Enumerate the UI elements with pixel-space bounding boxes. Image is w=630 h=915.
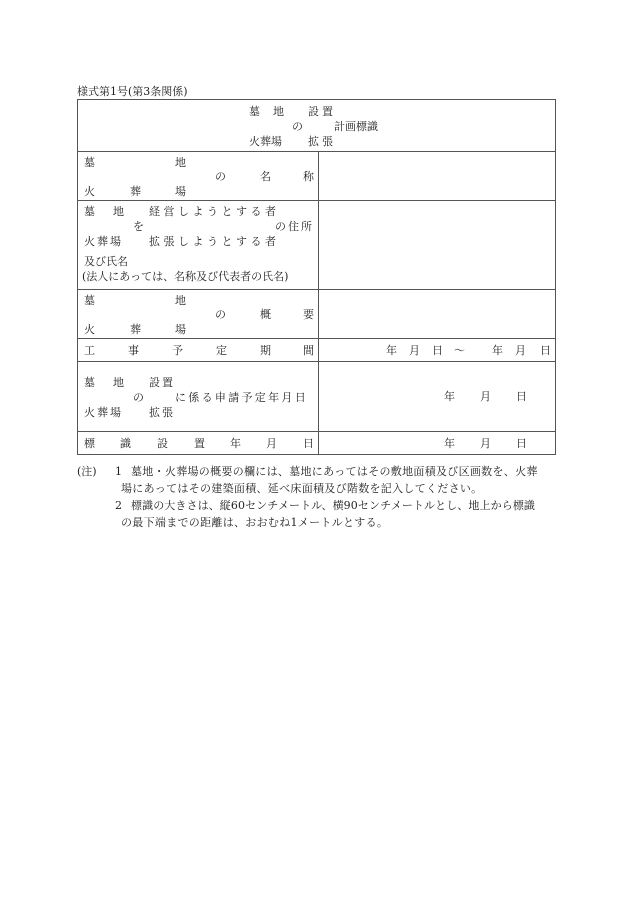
label-char: 月 [266, 437, 277, 450]
label-char: 事 [128, 344, 139, 357]
operator-address-name-field[interactable] [319, 201, 555, 289]
label-text: 拡張しようとする者 [149, 235, 280, 248]
facility-overview-field[interactable] [319, 290, 555, 338]
label-char: 予 [172, 344, 183, 357]
date-unit: 日 [540, 344, 551, 357]
label-text: 火葬場 [84, 235, 123, 248]
date-unit: 月 [480, 390, 491, 403]
label-char: 置 [194, 437, 205, 450]
note-text: 墓地・火葬場の概要の欄には、墓地にあってはその敷地面積及び区画数を、火葬 [131, 465, 538, 478]
label-char: 定 [216, 344, 227, 357]
application-date-label-cell [78, 362, 319, 431]
date-unit: 月 [480, 437, 491, 450]
note-text: 場にあってはその建築面積、延べ床面積及び階数を記入してください。 [121, 482, 483, 495]
label-char: 期 [260, 344, 271, 357]
title-char: 設 [308, 105, 319, 118]
label-char: 墓 [84, 294, 95, 307]
notes-section [77, 463, 567, 531]
date-unit: 年 [444, 437, 455, 450]
date-unit: 年 [386, 344, 397, 357]
label-char: 葬 [130, 185, 141, 198]
construction-period-field[interactable] [319, 339, 555, 361]
label-char: 工 [84, 344, 95, 357]
label-char: 概 [260, 308, 271, 321]
note-number: 2 [115, 499, 122, 512]
facility-name-field[interactable] [319, 152, 555, 200]
label-text: (法人にあっては、名称及び代表者の氏名) [82, 270, 289, 283]
label-char: を [133, 220, 144, 233]
label-char: 場 [175, 185, 186, 198]
label-char: の [215, 170, 226, 183]
sign-installed-date-row [78, 431, 555, 454]
label-char: 墓 [84, 376, 95, 389]
notes-prefix: (注) [77, 465, 97, 478]
label-char: 識 [120, 437, 131, 450]
application-date-row [78, 361, 555, 431]
sign-form-table [77, 99, 556, 455]
date-unit: 月 [409, 344, 420, 357]
form-number-label: 様式第1号(第3条関係) [77, 85, 188, 98]
label-char: 年 [230, 437, 241, 450]
title-row [78, 100, 555, 151]
label-char: 火 [84, 185, 95, 198]
date-unit: 年 [492, 344, 503, 357]
facility-overview-label-cell [78, 290, 319, 338]
label-char: 要 [303, 308, 314, 321]
title-char: 張 [322, 135, 333, 148]
label-text: 経営しようとする者 [149, 205, 280, 218]
label-char: の [215, 308, 226, 321]
label-char: 墓 [84, 156, 95, 169]
operator-label-cell [78, 201, 319, 289]
label-text: 拡張 [149, 406, 175, 419]
note-text: の最下端までの距離は、おおむね1メートルとする。 [121, 516, 389, 529]
label-char: 地 [175, 156, 186, 169]
date-unit: 日 [516, 437, 527, 450]
note-number: 1 [115, 465, 122, 478]
date-unit: 月 [515, 344, 526, 357]
title-char: 地 [273, 105, 284, 118]
label-text: に係る申請予定年月日 [175, 391, 308, 404]
label-char: 墓 [84, 205, 95, 218]
label-char: 標 [84, 437, 95, 450]
label-char: 地 [113, 205, 124, 218]
date-unit: 年 [444, 390, 455, 403]
title-char: 置 [322, 105, 333, 118]
sign-installed-date-label-cell [78, 432, 319, 454]
label-char: 火 [84, 323, 95, 336]
title-main: 計画標識 [334, 120, 378, 133]
label-char: 場 [175, 323, 186, 336]
label-text: 火葬場 [84, 406, 123, 419]
construction-period-label-cell [78, 339, 319, 361]
date-unit: 日 [516, 390, 527, 403]
label-char: 称 [303, 170, 314, 183]
label-char: 地 [113, 376, 124, 389]
application-date-field[interactable] [319, 362, 555, 431]
sign-installed-date-field[interactable] [319, 432, 555, 454]
title-char: 拡 [308, 135, 319, 148]
range-tilde: ～ [454, 344, 465, 357]
facility-name-label-cell [78, 152, 319, 200]
label-char: の [133, 391, 144, 404]
label-char: 日 [303, 437, 314, 450]
title-no: の [292, 120, 303, 133]
title-char: 墓 [249, 105, 260, 118]
label-char: 地 [175, 294, 186, 307]
label-text: 設置 [149, 376, 175, 389]
title-char: 火葬場 [249, 135, 282, 148]
label-text: 及び氏名 [84, 255, 128, 268]
label-char: 名 [260, 170, 271, 183]
label-char: 設 [157, 437, 168, 450]
date-unit: 日 [432, 344, 443, 357]
operator-row [78, 200, 555, 289]
construction-period-row [78, 338, 555, 361]
facility-name-row [78, 151, 555, 200]
label-char: 葬 [130, 323, 141, 336]
facility-overview-row [78, 289, 555, 338]
label-char: 間 [303, 344, 314, 357]
note-text: 標識の大きさは、縦60センチメートル、横90センチメートルとし、地上から標識 [131, 499, 536, 512]
label-text: の住所 [275, 220, 314, 233]
